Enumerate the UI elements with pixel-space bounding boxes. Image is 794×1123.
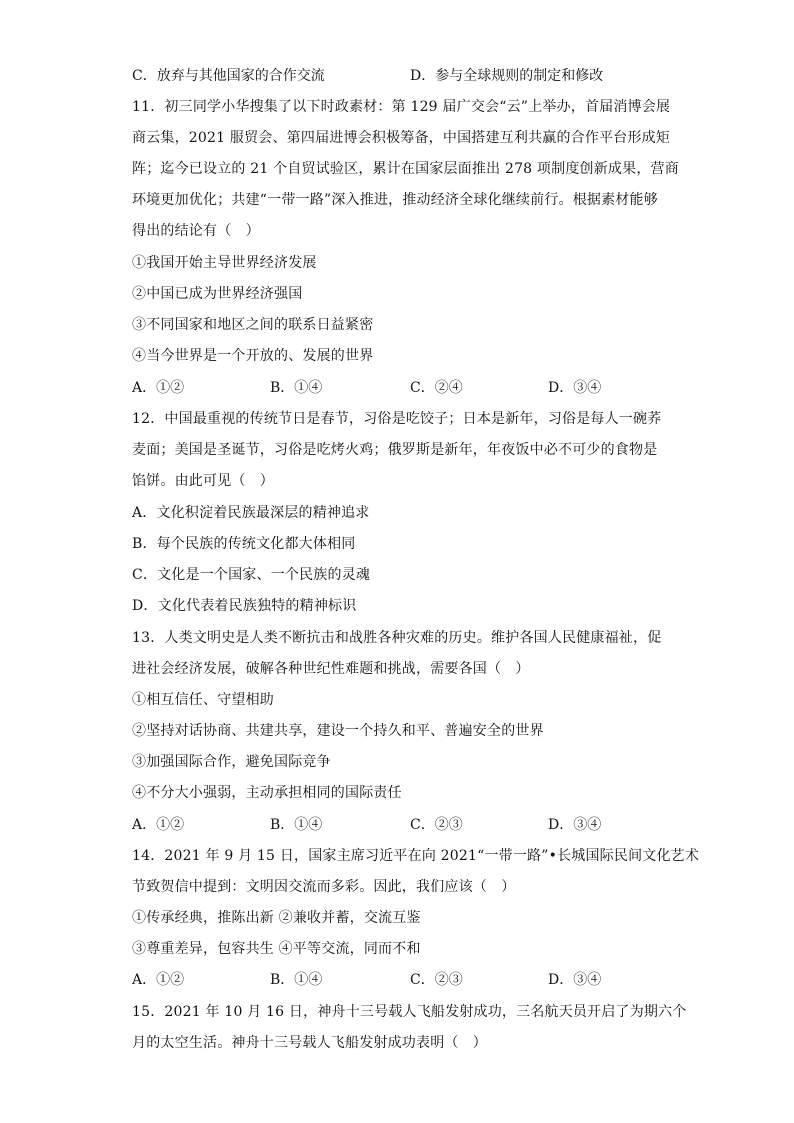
q12-stem-line-1: 12．中国最重视的传统节日是春节，习俗是吃饺子；日本是新年，习俗是每人一碗荞 — [132, 411, 662, 427]
option-c: C．放弃与其他国家的合作交流 — [132, 68, 325, 84]
q11-option-d: D．③④ — [548, 380, 602, 396]
q12-stem-line-2: 麦面；美国是圣诞节，习俗是吃烤火鸡；俄罗斯是新年，年夜饭中必不可少的食物是 — [132, 442, 658, 458]
q12-option-b: B．每个民族的传统文化都大体相同 — [132, 536, 356, 552]
q13-option-b: B．①④ — [270, 817, 323, 833]
q13-option-d: D．③④ — [548, 817, 602, 833]
q13-option-a: A．①② — [132, 817, 185, 833]
q11-option-b: B．①④ — [270, 380, 323, 396]
q13-statement-2: ②坚持对话协商、共建共享，建设一个持久和平、普遍安全的世界 — [132, 723, 544, 739]
q11-statement-2: ②中国已成为世界经济强国 — [132, 286, 303, 302]
q13-stem-line-2: 进社会经济发展，破解各种世纪性难题和挑战，需要各国（ ） — [132, 661, 530, 677]
q13-statement-4: ④不分大小强弱，主动承担相同的国际责任 — [132, 785, 402, 801]
q11-stem-line-2: 商云集，2021 服贸会、第四届进博会积极筹备，中国搭建互利共赢的合作平台形成矩 — [132, 130, 671, 146]
q11-stem-line-1: 11．初三同学小华搜集了以下时政素材：第 129 届广交会“云”上举办，首届消博会展 — [132, 99, 671, 115]
q13-option-c: C．②③ — [410, 817, 463, 833]
q11-statement-3: ③不同国家和地区之间的联系日益紧密 — [132, 317, 374, 333]
q12-option-a: A．文化积淀着民族最深层的精神追求 — [132, 505, 370, 521]
q13-stem-line-1: 13．人类文明史是人类不断抗击和战胜各种灾难的历史。维护各国人民健康福祉，促 — [132, 630, 662, 646]
q11-stem-line-5: 得出的结论有（ ） — [132, 223, 260, 239]
q14-option-d: D．③④ — [548, 972, 602, 988]
q13-statement-1: ①相互信任、守望相助 — [132, 692, 274, 708]
q12-option-c: C．文化是一个国家、一个民族的灵魂 — [132, 567, 371, 583]
q14-stem-line-2: 节致贺信中提到：文明因交流而多彩。因此，我们应该（ ） — [132, 879, 516, 895]
q14-statement-row-2: ③尊重差异，包容共生 ④平等交流，同而不和 — [132, 941, 421, 957]
q13-options — [132, 815, 662, 835]
q14-options — [132, 970, 662, 990]
q14-stem-line-1: 14．2021 年 9 月 15 日，国家主席习近平在向 2021“一带一路”•长城国际民间文化艺术 — [132, 848, 700, 864]
q14-option-a: A．①② — [132, 972, 185, 988]
q14-option-c: C．②③ — [410, 972, 463, 988]
q14-statement-row-1: ①传承经典，推陈出新 ②兼收并蓄，交流互鉴 — [132, 910, 421, 926]
prev-question-options — [132, 66, 662, 86]
q12-option-d: D．文化代表着民族独特的精神标识 — [132, 598, 357, 614]
q15-stem-line-1: 15．2021 年 10 月 16 日，神舟十三号载人飞船发射成功，三名航天员开启了为期六个 — [132, 1004, 687, 1020]
q11-statement-4: ④当今世界是一个开放的、发展的世界 — [132, 348, 374, 364]
q11-option-c: C．②④ — [410, 380, 463, 396]
option-d: D．参与全球规则的制定和修改 — [410, 68, 604, 84]
q12-stem-line-3: 馅饼。由此可见（ ） — [132, 473, 274, 489]
q11-stem-line-3: 阵；迄今已设立的 21 个自贸试验区，累计在国家层面推出 278 项制度创新成果，营商 — [132, 161, 679, 177]
q11-option-a: A．①② — [132, 380, 185, 396]
q11-options — [132, 378, 662, 398]
q11-statement-1: ①我国开始主导世界经济发展 — [132, 255, 317, 271]
q13-statement-3: ③加强国际合作，避免国际竞争 — [132, 754, 331, 770]
q11-stem-line-4: 环境更加优化；共建“一带一路”深入推进，推动经济全球化继续前行。根据素材能够 — [132, 192, 658, 208]
q15-stem-line-2: 月的太空生活。神舟十三号载人飞船发射成功表明（ ） — [132, 1035, 487, 1051]
q14-option-b: B．①④ — [270, 972, 323, 988]
